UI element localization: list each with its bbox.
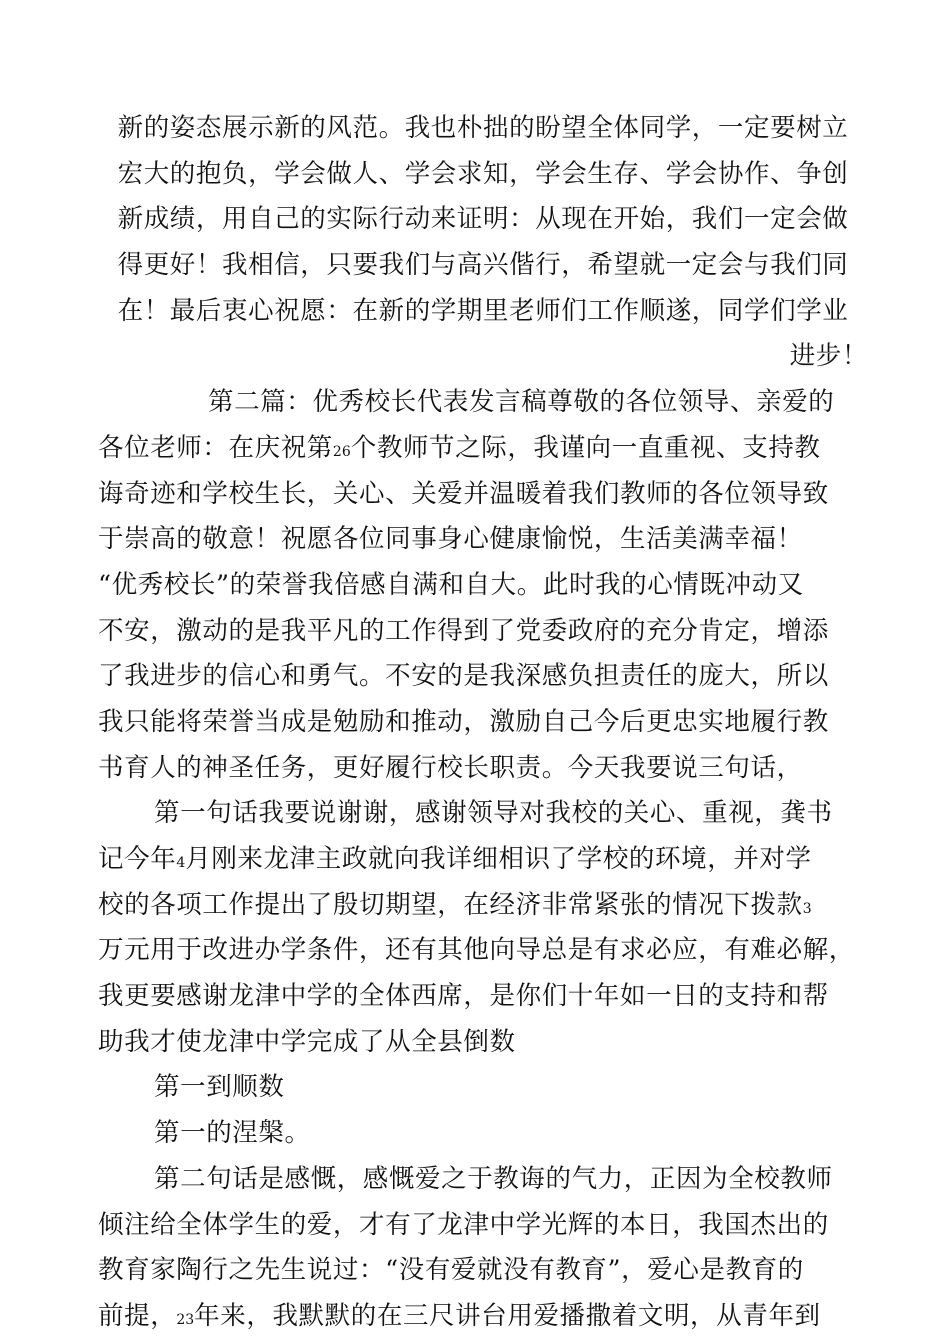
number-segment: 26: [332, 443, 351, 460]
text-segment: 各位老师：在庆祝第: [98, 432, 333, 463]
text-line: [98, 837, 868, 883]
text-segment: 月刚来龙津主政就向我详细相识了学校的环境，并对学: [185, 844, 812, 874]
text-line: 我只能将荣誉当成是勉励和推动，激励自己今后更忠实地履行教: [98, 706, 829, 737]
paragraph-start-line: 第一到顺数: [154, 1072, 285, 1103]
text-line: 新成绩，用自己的实际行动来证明：从现在开始，我们一定会做: [117, 204, 849, 235]
text-segment: 校的各项工作提出了殷切期望，在经济非常紧张的情况下拨款: [98, 889, 803, 920]
text-line: 了我进步的信心和勇气。不安的是我深感负担责任的庞大，所以: [98, 661, 829, 692]
number-segment: 4: [176, 855, 186, 871]
paragraph-start-line: 第一的涅槃。: [154, 1118, 311, 1149]
section-heading-line: 第二篇：优秀校长代表发言稿尊敬的各位领导、亲爱的: [208, 387, 835, 418]
text-segment: 前提，: [98, 1300, 177, 1331]
text-segment: 年来，我默默的在三尺讲台用爱播撒着文明，从青年到: [194, 1300, 821, 1331]
paragraph-start-line: 第一句话我要说谢谢，感谢领导对我校的关心、重视，龚书: [154, 798, 833, 829]
text-line: [98, 883, 868, 929]
text-line: 不安，激动的是我平凡的工作得到了党委政府的充分肯定，增添: [98, 615, 829, 646]
text-line: 在！最后衷心祝愿：在新的学期里老师们工作顺遂，同学们学业: [117, 295, 849, 326]
text-line: 助我才使龙津中学完成了从全县倒数: [98, 1026, 516, 1057]
text-segment: 个教师节之际，我谨向一直重视、支持教: [350, 432, 821, 463]
text-line: 倾注给全体学生的爱，才有了龙津中学光辉的本日，我国杰出的: [98, 1209, 829, 1240]
text-line: 于崇高的敬意！祝愿各位同事身心健康愉悦，生活美满幸福！: [98, 524, 803, 555]
text-line: 进步！: [789, 341, 868, 372]
text-line: 我更要感谢龙津中学的全体西席，是你们十年如一日的支持和帮: [98, 981, 829, 1012]
number-segment: 3: [802, 900, 812, 917]
text-line: 书育人的神圣任务，更好履行校长职责。今天我要说三句话，: [98, 752, 803, 783]
text-line: 得更好！我相信，只要我们与高兴偕行，希望就一定会与我们同: [117, 250, 849, 281]
text-line: “优秀校长”的荣誉我倍感自满和自大。此时我的心情既冲动又: [98, 569, 804, 600]
paragraph-start-line: 第二句话是感慨，感慨爱之于教诲的气力，正因为全校教师: [154, 1163, 833, 1194]
text-line: [98, 426, 868, 472]
text-line: 万元用于改进办学条件，还有其他向导总是有求必应，有难必解，: [98, 935, 855, 966]
text-line: 新的姿态展示新的风范。我也朴拙的盼望全体同学，一定要树立: [117, 113, 849, 143]
number-segment: 23: [176, 1311, 195, 1328]
text-line: 宏大的抱负，学会做人、学会求知，学会生存、学会协作、争创: [117, 158, 849, 189]
text-line: 诲奇迹和学校生长，关心、关爱并温暖着我们教师的各位领导致: [98, 478, 829, 509]
text-line: [98, 1294, 868, 1340]
text-segment: 记今年: [98, 844, 177, 874]
text-line: 教育家陶行之先生说过：“没有爱就没有教育”，爱心是教育的: [98, 1255, 804, 1286]
document-body: [98, 106, 868, 1340]
